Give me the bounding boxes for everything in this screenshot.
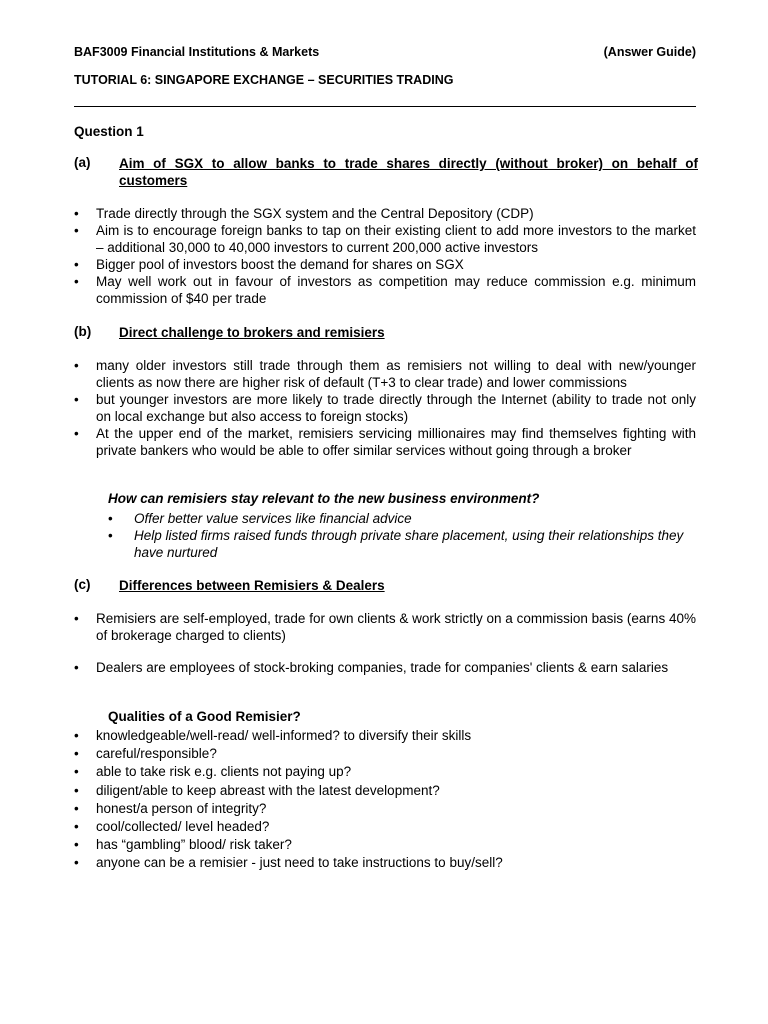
answer-guide-tag: (Answer Guide): [603, 45, 696, 59]
course-title: BAF3009 Financial Institutions & Markets: [74, 45, 320, 59]
part-a-bullets: [74, 205, 696, 307]
list-item: • cool/collected/ level headed?: [74, 818, 696, 836]
part-b-title: Direct challenge to brokers and remisiers: [119, 325, 385, 340]
list-item: • May well work out in favour of investors as competition may reduce commission e.g. minimum commission of $40 per trade: [74, 273, 696, 307]
page-header: [74, 45, 696, 59]
list-item: • anyone can be a remisier - just need to take instructions to buy/sell?: [74, 854, 696, 872]
part-a-label: (a): [74, 155, 91, 170]
list-item: • Help listed firms raised funds through private share placement, using their relationships they have nurtured: [108, 527, 696, 561]
list-item: • has “gambling” blood/ risk taker?: [74, 836, 696, 854]
list-item: • many older investors still trade through them as remisiers not willing to deal with new/younger clients as now there are higher risk of default (T+3 to clear trade) and lower commissions: [74, 357, 696, 391]
list-item: • able to take risk e.g. clients not paying up?: [74, 763, 696, 781]
list-item: • Aim is to encourage foreign banks to tap on their existing client to add more investors to the market – additional 30,000 to 40,000 investors to current 200,000 active investors: [74, 222, 696, 256]
remisiers-bullet: [74, 610, 696, 644]
part-c-label: (c): [74, 577, 91, 592]
qualities-list: [74, 727, 696, 873]
list-item: • knowledgeable/well-read/ well-informed? to diversify their skills: [74, 727, 696, 745]
tutorial-title: TUTORIAL 6: SINGAPORE EXCHANGE – SECURITIES TRADING: [74, 73, 454, 87]
list-item: • honest/a person of integrity?: [74, 800, 696, 818]
dealers-bullet: [74, 659, 696, 676]
question-heading: Question 1: [74, 124, 144, 139]
part-a-title: Aim of SGX to allow banks to trade shares directly (without broker) on behalf of customers: [119, 156, 698, 188]
part-a-heading: [74, 155, 698, 189]
list-item: • Bigger pool of investors boost the demand for shares on SGX: [74, 256, 696, 273]
part-b-heading: [74, 324, 698, 341]
list-item: • but younger investors are more likely to trade directly through the Internet (ability to trade not only on local exchange but also access to foreign stocks): [74, 391, 696, 425]
list-item: • Dealers are employees of stock-broking companies, trade for companies' clients & earn salaries: [74, 659, 696, 676]
list-item: • At the upper end of the market, remisiers servicing millionaires may find themselves fighting with private bankers who would be able to offer similar services without going through a broker: [74, 425, 696, 459]
list-item: • Remisiers are self-employed, trade for own clients & work strictly on a commission basis (earns 40% of brokerage charged to clients): [74, 610, 696, 644]
list-item: • Trade directly through the SGX system and the Central Depository (CDP): [74, 205, 696, 222]
part-c-heading: [74, 577, 698, 594]
qualities-heading: Qualities of a Good Remisier?: [108, 709, 301, 724]
part-b-label: (b): [74, 324, 92, 339]
part-b-bullets: [74, 357, 696, 459]
header-divider: [74, 106, 696, 107]
list-item: • careful/responsible?: [74, 745, 696, 763]
part-c-title: Differences between Remisiers & Dealers: [119, 578, 385, 593]
part-b-sub-bullets: [108, 510, 696, 561]
remisiers-relevance-question: How can remisiers stay relevant to the new business environment?: [108, 491, 540, 506]
list-item: • Offer better value services like financial advice: [108, 510, 696, 527]
list-item: • diligent/able to keep abreast with the latest development?: [74, 782, 696, 800]
